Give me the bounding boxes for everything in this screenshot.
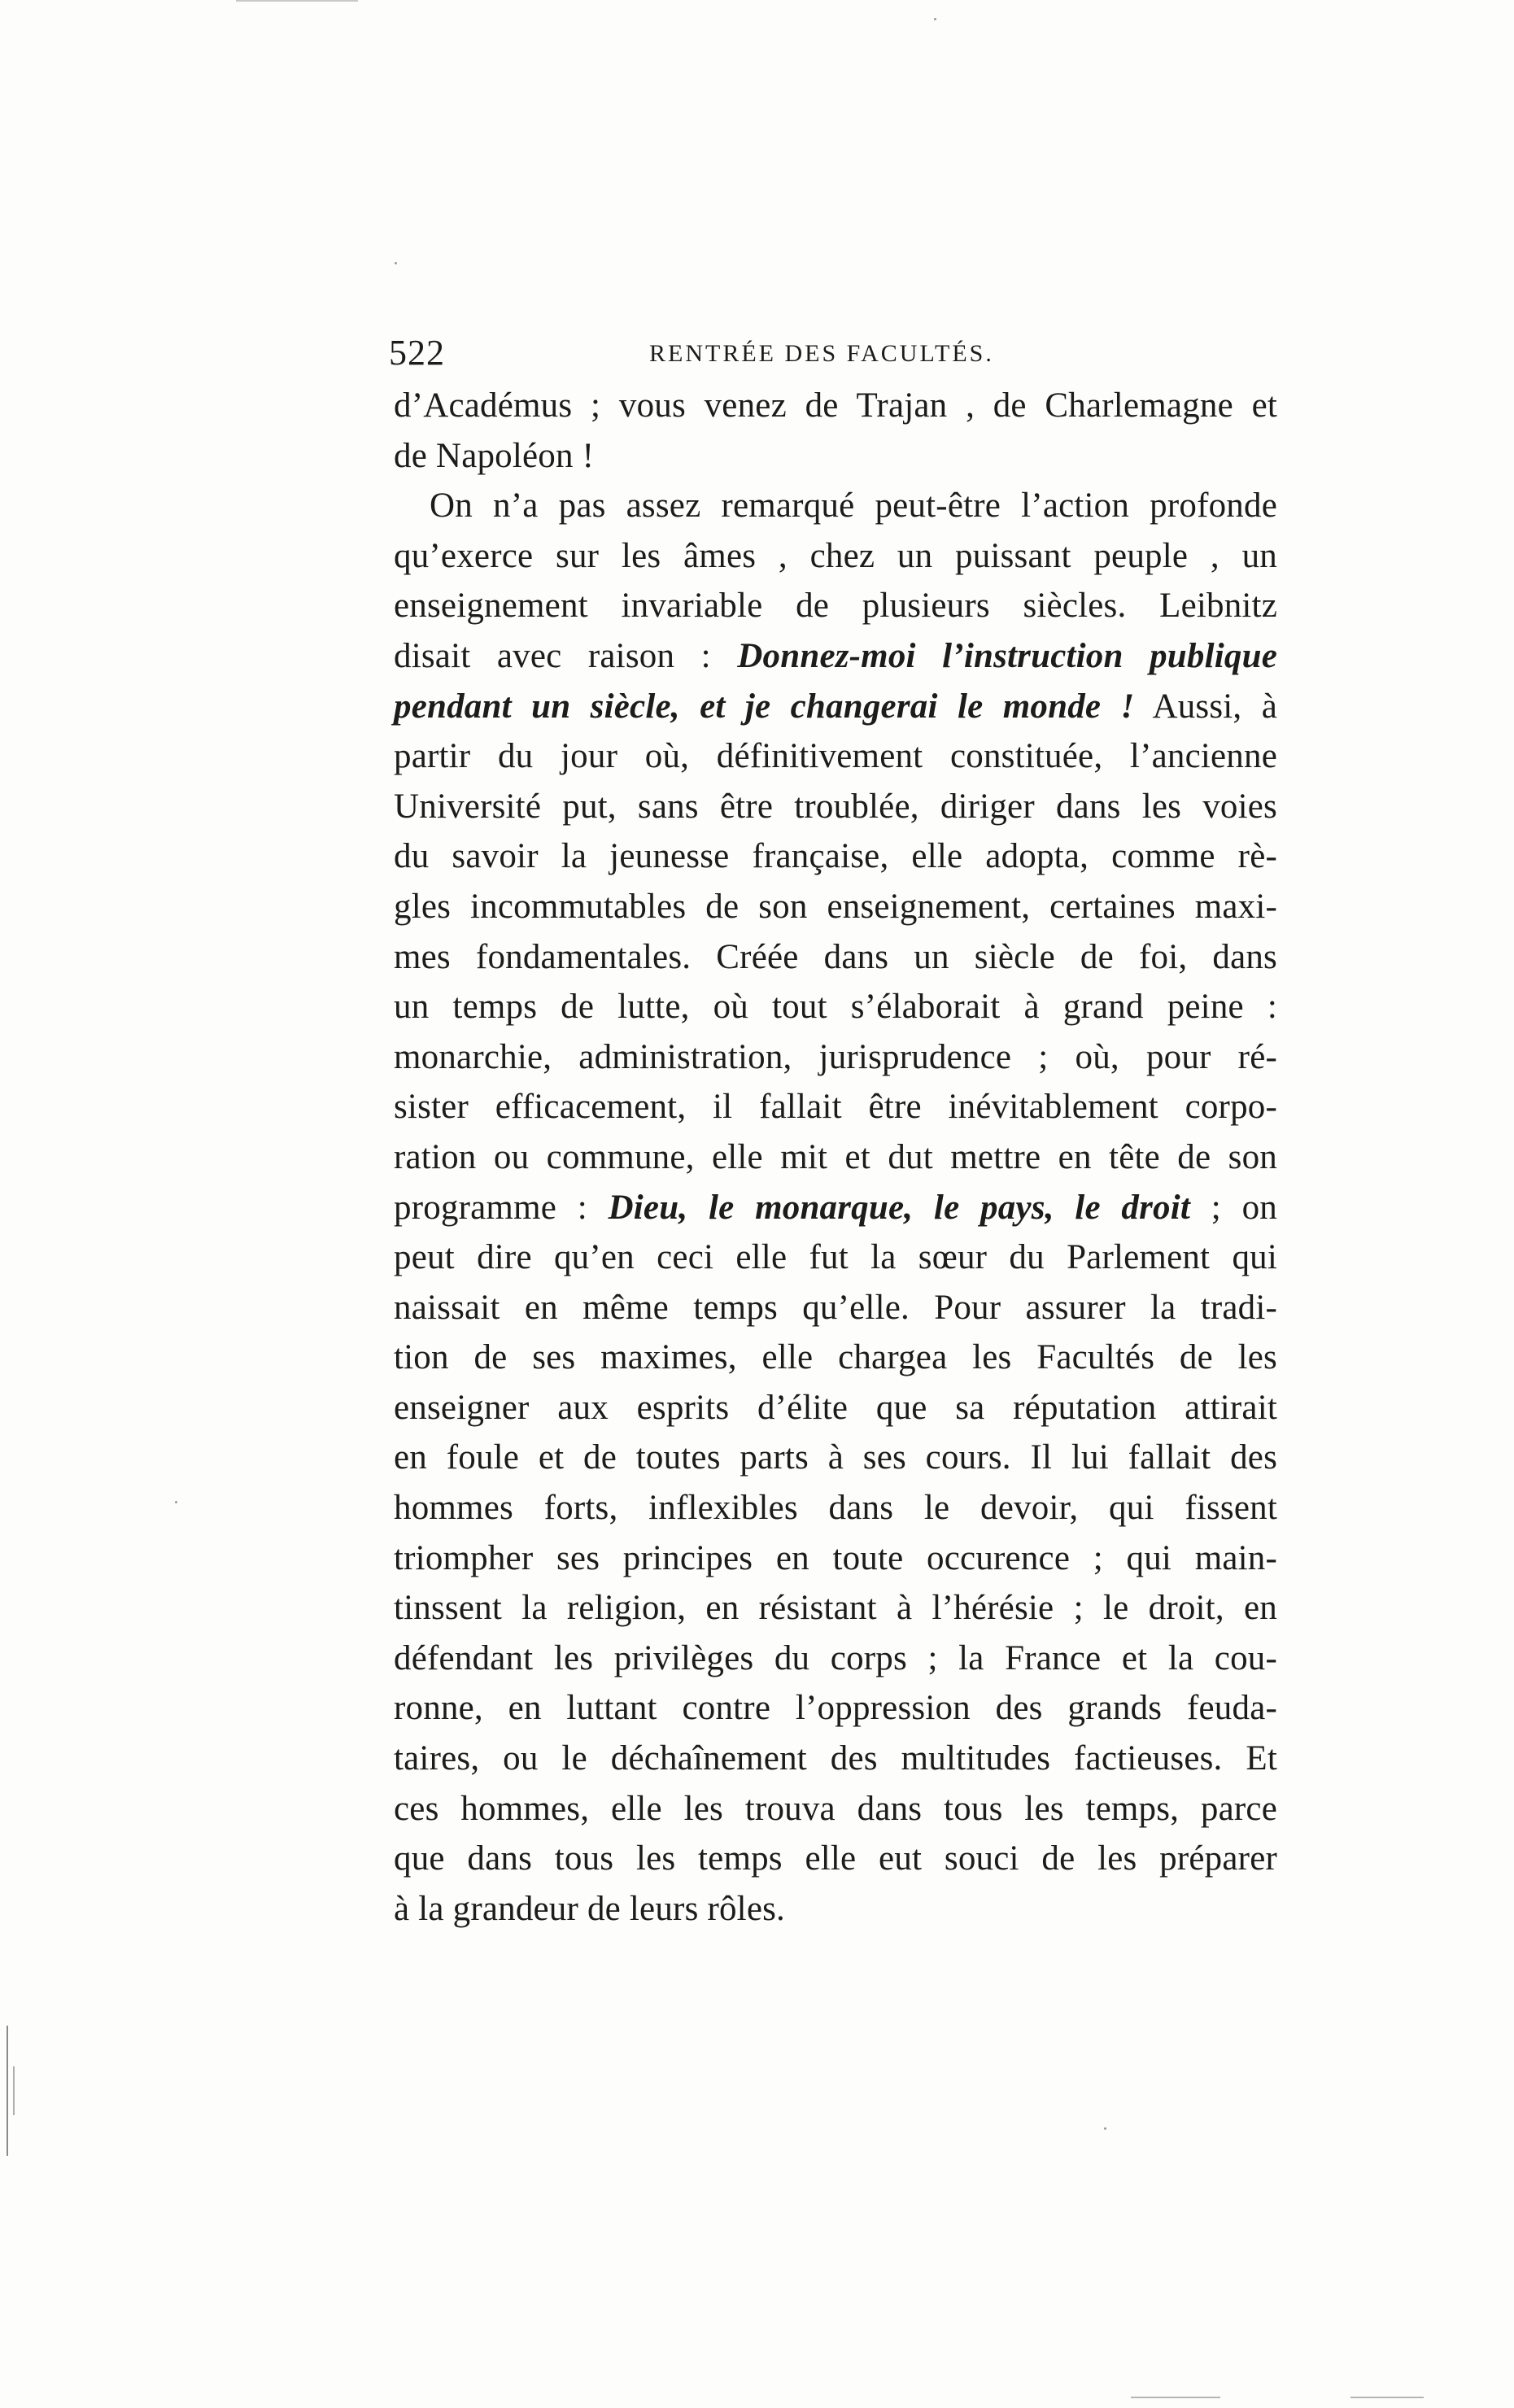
- text-line: [394, 1734, 1277, 1784]
- text-segment: Université put, sans être troublée, diriger dans les voies: [394, 787, 1277, 826]
- text-segment: tinssent la religion, en résistant à l’hérésie ; le droit, en: [394, 1589, 1277, 1628]
- text-line: [394, 631, 1277, 682]
- text-segment: triompher ses principes en toute occurence ; qui main-: [394, 1538, 1277, 1577]
- text-line: [394, 1884, 1277, 1935]
- text-line: [394, 431, 1277, 482]
- text-segment: taires, ou le déchaînement des multitudes factieuses. Et: [394, 1739, 1277, 1778]
- scan-artifact-bottom-right: [1350, 2397, 1424, 2398]
- text-segment: mes fondamentales. Créée dans un siècle de foi, dans: [394, 937, 1277, 976]
- text-segment: partir du jour où, définitivement constituée, l’ancienne: [394, 737, 1277, 776]
- text-line: [394, 1784, 1277, 1834]
- text-segment: en foule et de toutes parts à ses cours. Il lui fallait des: [394, 1438, 1277, 1477]
- text-segment: tion de ses maximes, elle chargea les Facultés de les: [394, 1338, 1277, 1377]
- text-line: [394, 682, 1277, 732]
- text-line: [394, 731, 1277, 782]
- text-line: [394, 982, 1277, 1032]
- text-line: [394, 481, 1277, 531]
- italic-emphasis: Donnez-moi l’instruction publique: [737, 636, 1277, 675]
- running-head: [389, 332, 1292, 381]
- text-segment: d’Académus ; vous venez de Trajan , de Charlemagne et: [394, 386, 1277, 425]
- text-segment: peut dire qu’en ceci elle fut la sœur du Parlement qui: [394, 1238, 1277, 1277]
- scan-artifact-bottom-left: [1131, 2397, 1220, 2398]
- text-line: [394, 1183, 1277, 1233]
- text-segment: ; on: [1190, 1188, 1277, 1227]
- italic-emphasis: pendant un siècle, et je changerai le monde !: [394, 687, 1135, 726]
- text-segment: de Napoléon !: [394, 436, 595, 475]
- scan-speck: [395, 262, 397, 264]
- text-segment: enseignement invariable de plusieurs siècles. Leibnitz: [394, 587, 1277, 626]
- text-line: [394, 1032, 1277, 1083]
- text-segment: ces hommes, elle les trouva dans tous les temps, parce: [394, 1789, 1277, 1828]
- page-number: 522: [389, 333, 445, 373]
- text-line: [394, 1283, 1277, 1333]
- text-line: [394, 782, 1277, 832]
- text-segment: programme :: [394, 1188, 609, 1227]
- body-text: [394, 381, 1277, 1934]
- text-line: [394, 1082, 1277, 1132]
- text-line: [394, 381, 1277, 431]
- text-line: [394, 1333, 1277, 1383]
- italic-emphasis: Dieu, le monarque, le pays, le droit: [608, 1188, 1191, 1227]
- text-line: [394, 1834, 1277, 1884]
- text-line: [394, 1583, 1277, 1634]
- text-segment: à la grandeur de leurs rôles.: [394, 1889, 785, 1928]
- text-line: [394, 1383, 1277, 1433]
- text-line: [394, 1683, 1277, 1734]
- scan-artifact-left-edge: [7, 2026, 8, 2156]
- scan-artifact-top: [236, 0, 358, 2]
- text-segment: enseigner aux esprits d’élite que sa réputation attirait: [394, 1388, 1277, 1427]
- text-segment: monarchie, administration, jurisprudence ; où, pour ré-: [394, 1037, 1277, 1076]
- scan-speck: [1104, 2127, 1106, 2130]
- text-segment: un temps de lutte, où tout s’élaborait à grand peine :: [394, 988, 1277, 1027]
- text-segment: disait avec raison :: [394, 636, 738, 675]
- text-line: [394, 1232, 1277, 1283]
- text-line: [394, 932, 1277, 983]
- text-line: [394, 1533, 1277, 1584]
- text-segment: Aussi, à: [1134, 687, 1277, 726]
- text-line: [394, 531, 1277, 582]
- text-segment: qu’exerce sur les âmes , chez un puissant peuple , un: [394, 536, 1277, 575]
- text-line: [394, 1132, 1277, 1183]
- text-segment: que dans tous les temps elle eut souci de les préparer: [394, 1839, 1277, 1878]
- text-segment: naissait en même temps qu’elle. Pour assurer la tradi-: [394, 1288, 1277, 1327]
- scan-artifact-left-edge-secondary: [13, 2066, 15, 2115]
- running-title: RENTRÉE DES FACULTÉS.: [649, 340, 994, 367]
- text-line: [394, 831, 1277, 882]
- text-line: [394, 1634, 1277, 1684]
- text-segment: du savoir la jeunesse française, elle adopta, comme rè-: [394, 837, 1277, 876]
- scan-speck: [934, 18, 936, 20]
- text-segment: gles incommutables de son enseignement, certaines maxi-: [394, 887, 1277, 926]
- text-line: [394, 581, 1277, 631]
- text-segment: sister efficacement, il fallait être inévitablement corpo-: [394, 1088, 1277, 1127]
- text-segment: défendant les privilèges du corps ; la France et la cou-: [394, 1638, 1277, 1677]
- text-segment: ronne, en luttant contre l’oppression des grands feuda-: [394, 1689, 1277, 1728]
- text-line: [394, 1433, 1277, 1483]
- text-segment: ration ou commune, elle mit et dut mettre en tête de son: [394, 1137, 1277, 1176]
- text-segment: hommes forts, inflexibles dans le devoir, qui fissent: [394, 1489, 1277, 1528]
- scan-speck: [175, 1501, 177, 1503]
- text-line: [394, 882, 1277, 932]
- text-line: [394, 1483, 1277, 1533]
- text-segment: On n’a pas assez remarqué peut-être l’action profonde: [430, 486, 1277, 526]
